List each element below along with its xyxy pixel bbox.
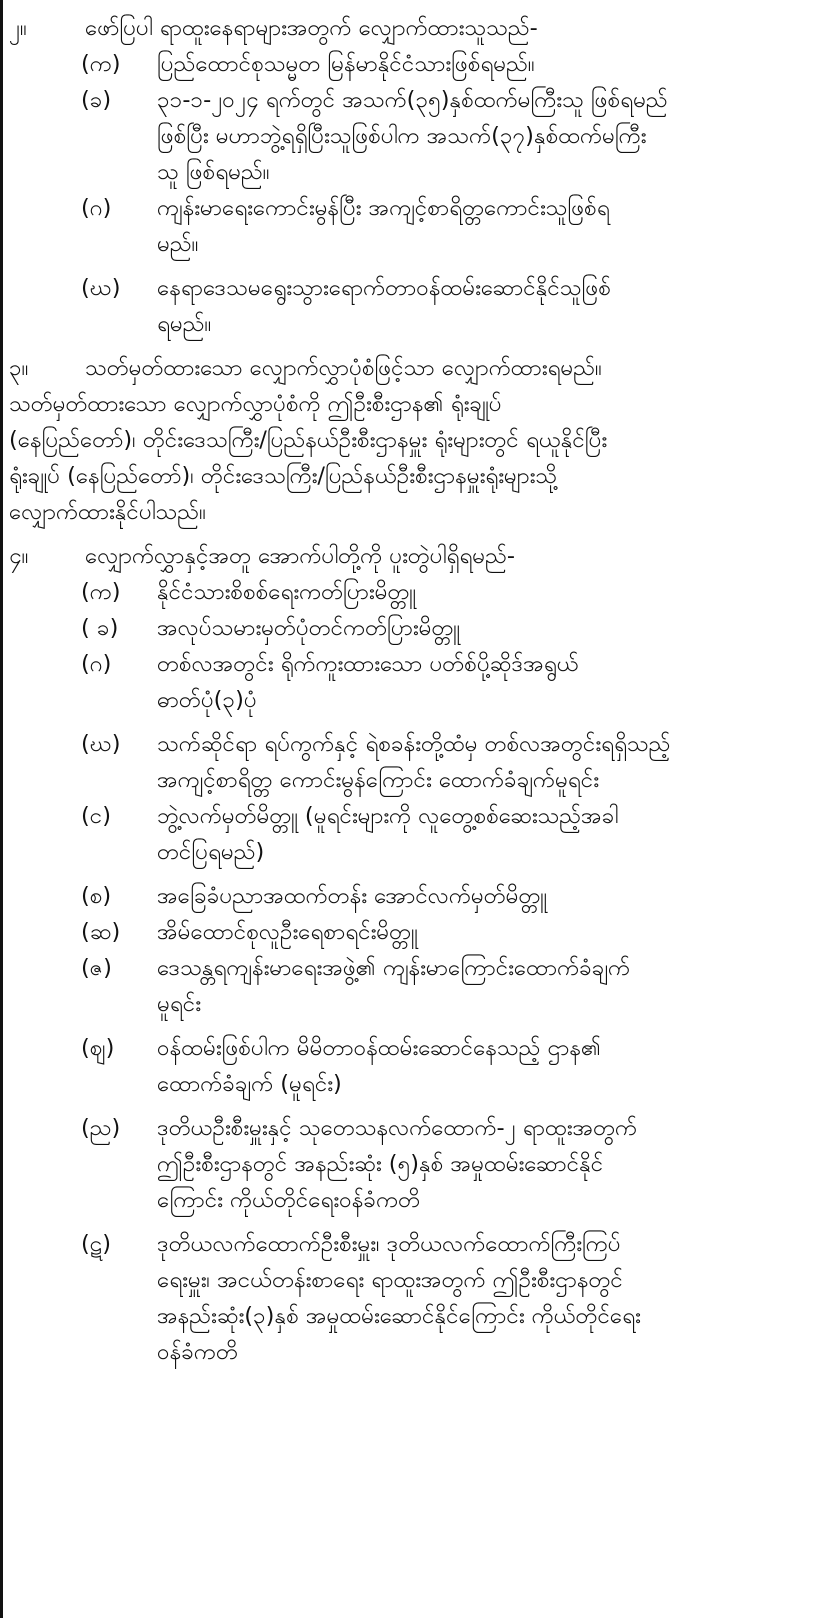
item-text-continued: အကျင့်စာရိတ္တ ကောင်းမွန်ကြောင်း ထောက်ခံချက်မူရင်း	[157, 767, 599, 793]
list-item	[9, 914, 812, 950]
section-heading-text: ဖော်ပြပါ ရာထူးနေရာများအတွက် လျှောက်ထားသူသည်-	[85, 15, 538, 41]
list-item	[9, 878, 812, 914]
list-item	[9, 798, 812, 834]
item-text: ဒုတိယလက်ထောက်ဦးစီးမှူး၊ ဒုတိယလက်ထောက်ကြီးကြပ်	[157, 1231, 621, 1257]
item-label: (က)	[81, 579, 121, 605]
item-label: (စ)	[81, 883, 112, 909]
section-heading	[9, 538, 812, 574]
list-item	[9, 190, 812, 226]
item-text-continued: ဝန်ခံကတိ	[157, 1339, 238, 1365]
paragraph-line: သတ်မှတ်ထားသော လျှောက်လွှာပုံစံကို ဤဦးစီးဌာန၏ ရုံးချုပ်	[9, 391, 502, 417]
section-heading-text: လျှောက်လွှာနှင့်အတူ အောက်ပါတို့ကို ပူးတွဲပါရှိရမည်-	[85, 543, 515, 569]
item-label: (ဋ)	[81, 1231, 112, 1257]
paragraph-line: ရုံးချုပ် (နေပြည်တော်)၊ တိုင်းဒေသကြီး/ပြည်နယ်ဦးစီးဌာနမှူးရုံးများသို့	[9, 463, 558, 489]
list-item	[9, 1226, 812, 1262]
list-item	[9, 574, 812, 610]
item-text: တစ်လအတွင်း ရိုက်ကူးထားသော ပတ်စ်ပို့ဆိုဒ်အရွယ်	[157, 651, 579, 677]
paragraph-line: (နေပြည်တော်)၊ တိုင်းဒေသကြီး/ပြည်နယ်ဦးစီးဌာနမှူး ရုံးများတွင် ရယူနိုင်ပြီး	[9, 427, 608, 453]
item-text: အခြေခံပညာအထက်တန်း အောင်လက်မှတ်မိတ္တူ	[157, 883, 547, 909]
item-label: (ဈ)	[81, 1035, 115, 1061]
item-text: ဘွဲ့လက်မှတ်မိတ္တူ (မူရင်းများကို လူတွေ့စစ်ဆေးသည့်အခါ	[157, 803, 619, 829]
paragraph-line: လျှောက်ထားနိုင်ပါသည်။	[9, 499, 206, 525]
section-2	[9, 10, 812, 342]
section-number: ၄။	[9, 543, 29, 569]
section-heading	[9, 350, 812, 386]
item-text-continued: ဓာတ်ပုံ(၃)ပုံ	[157, 687, 257, 713]
item-label: (ည)	[81, 1115, 121, 1141]
item-text-continued: အနည်းဆုံး(၃)နှစ် အမှုထမ်းဆောင်နိုင်ကြောင်း ကိုယ်တိုင်ရေး	[157, 1303, 641, 1329]
item-label: (ခ)	[81, 87, 112, 113]
section-3	[9, 350, 812, 530]
item-label: (င)	[81, 803, 112, 829]
item-label: (ဂ)	[81, 195, 112, 221]
list-item	[9, 1030, 812, 1066]
list-item	[9, 646, 812, 682]
item-text: နေရာဒေသမရွေးသွားရောက်တာဝန်ထမ်းဆောင်နိုင်သူဖြစ်	[157, 275, 611, 301]
list-item	[9, 1110, 812, 1146]
section-number: ၂။	[9, 15, 27, 41]
item-text: ၃၁-၁-၂၀၂၄ ရက်တွင် အသက်(၃၅)နှစ်ထက်မကြီးသူ ဖြစ်ရမည်	[157, 87, 668, 113]
item-text-continued: ထောက်ခံချက် (မူရင်း)	[157, 1071, 342, 1097]
list-item	[9, 270, 812, 306]
item-text-continued: တင်ပြရမည်)	[157, 839, 265, 865]
item-text-continued: သူ ဖြစ်ရမည်။	[157, 159, 270, 185]
list-item	[9, 726, 812, 762]
list-item	[9, 950, 812, 986]
item-text-continued: ရမည်။	[157, 311, 212, 337]
item-label: ( ခ)	[81, 615, 119, 641]
list-item	[9, 610, 812, 646]
section-heading-text: သတ်မှတ်ထားသော လျှောက်လွှာပုံစံဖြင့်သာ လျှောက်ထားရမည်။	[85, 355, 602, 381]
item-text: အိမ်ထောင်စုလူဦးရေစာရင်းမိတ္တူ	[157, 919, 418, 945]
list-item	[9, 82, 812, 118]
item-label: (ဃ)	[81, 275, 121, 301]
item-label: (ဇ)	[81, 955, 112, 981]
section-4	[9, 538, 812, 1370]
item-text-continued: ကြောင်း ကိုယ်တိုင်ရေးဝန်ခံကတိ	[157, 1187, 421, 1213]
item-text-continued: မူရင်း	[157, 991, 201, 1017]
item-text: ဒေသန္တရကျန်းမာရေးအဖွဲ့၏ ကျန်းမာကြောင်းထောက်ခံချက်	[157, 955, 631, 981]
item-label: (ဆ)	[81, 919, 121, 945]
list-item	[9, 46, 812, 82]
item-text-continued: ရေးမှူး၊ အငယ်တန်းစာရေး ရာထူးအတွက် ဤဦးစီးဌာနတွင်	[157, 1267, 623, 1293]
section-heading	[9, 10, 812, 46]
item-text: ကျန်းမာရေးကောင်းမွန်ပြီး အကျင့်စာရိတ္တကောင်းသူဖြစ်ရ	[157, 195, 610, 221]
item-text-continued: မည်။	[157, 231, 199, 257]
section-number: ၃။	[9, 355, 29, 381]
item-text: ဝန်ထမ်းဖြစ်ပါက မိမိတာဝန်ထမ်းဆောင်နေသည့် ဌာန၏	[157, 1035, 602, 1061]
item-text: နိုင်ငံသားစိစစ်ရေးကတ်ပြားမိတ္တူ	[157, 579, 416, 605]
item-label: (ဃ)	[81, 731, 121, 757]
item-text: သက်ဆိုင်ရာ ရပ်ကွက်နှင့် ရဲစခန်းတို့ထံမှ တစ်လအတွင်းရရှိသည့်	[157, 731, 671, 757]
item-text: အလုပ်သမားမှတ်ပုံတင်ကတ်ပြားမိတ္တူ	[157, 615, 460, 641]
item-text-continued: ဖြစ်ပြီး မဟာဘွဲ့ရရှိပြီးသူဖြစ်ပါက အသက်(၃၇)နှစ်ထက်မကြီး	[157, 123, 647, 149]
item-text: ပြည်ထောင်စုသမ္မတ မြန်မာနိုင်ငံသားဖြစ်ရမည်။	[157, 51, 535, 77]
item-label: (က)	[81, 51, 121, 77]
item-text-continued: ဤဦးစီးဌာနတွင် အနည်းဆုံး (၅)နှစ် အမှုထမ်းဆောင်နိုင်	[157, 1151, 604, 1177]
item-label: (ဂ)	[81, 651, 112, 677]
item-text: ဒုတိယဦးစီးမှူးနှင့် သုတေသနလက်ထောက်-၂ ရာထူးအတွက်	[157, 1115, 638, 1141]
